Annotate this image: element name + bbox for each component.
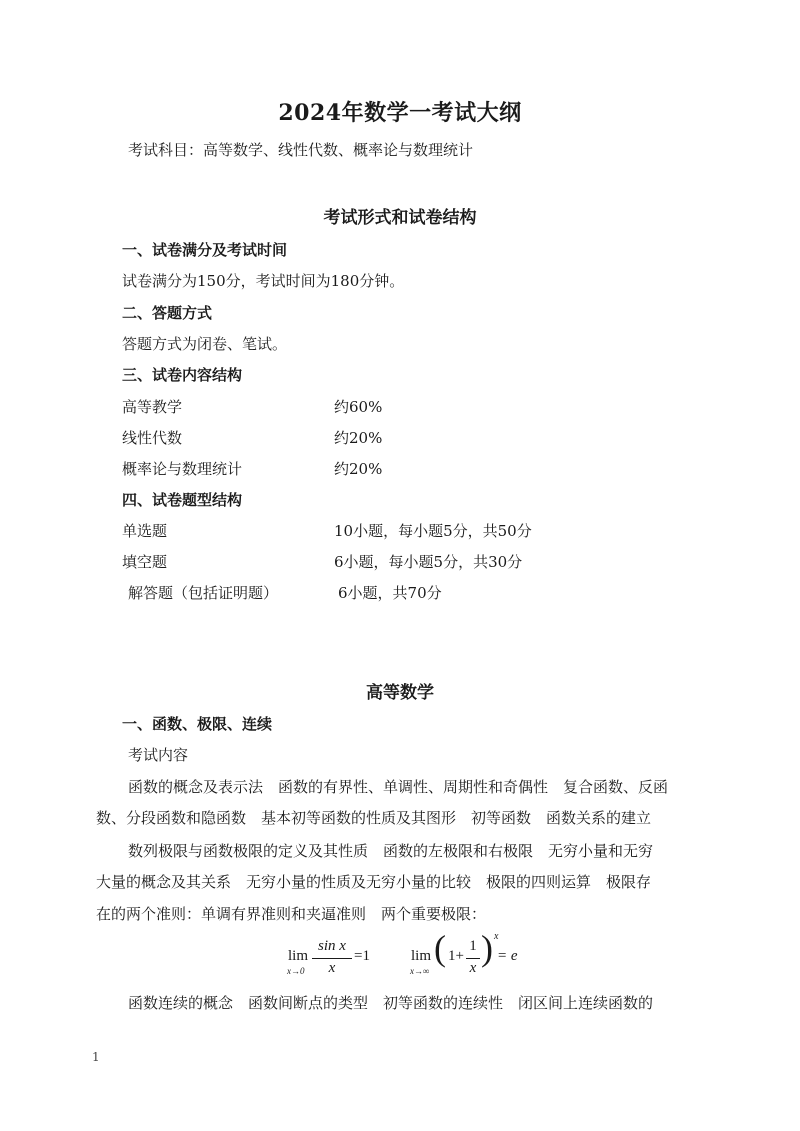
fraction-numerator: 1 — [469, 938, 477, 954]
fraction-denominator: x — [469, 960, 477, 976]
answer-method-text: 答题方式为闭卷、笔试。 — [122, 335, 288, 353]
page-number: 1 — [92, 1050, 100, 1064]
document-title: 2024年数学一考试大纲 — [278, 100, 522, 126]
fraction-numerator: sin x — [318, 938, 346, 954]
lim-operator: lim — [411, 948, 432, 964]
equals-one: =1 — [354, 948, 370, 964]
paragraph-line: 大量的概念及其关系 无穷小量的性质及无穷小量的比较 极限的四则运算 极限存 — [96, 873, 652, 891]
content-row-value: 约60% — [334, 398, 383, 416]
subheading-question-types: 四、试卷题型结构 — [122, 491, 243, 509]
lim-subscript: x→0 — [287, 966, 305, 976]
paragraph-line: 数列极限与函数极限的定义及其性质 函数的左极限和右极限 无穷小量和无穷 — [128, 842, 654, 860]
section-heading-math: 高等数学 — [366, 683, 434, 703]
content-row-value: 约20% — [334, 429, 383, 447]
paragraph-line: 函数的概念及表示法 函数的有界性、单调性、周期性和奇偶性 复合函数、反函 — [128, 778, 669, 796]
paragraph-line: 数、分段函数和隐函数 基本初等函数的性质及其图形 初等函数 函数关系的建立 — [96, 809, 652, 827]
paragraph-line: 在的两个准则：单调有界准则和夹逼准则 两个重要极限： — [96, 905, 487, 923]
score-time-text: 试卷满分为150分，考试时间为180分钟。 — [122, 272, 405, 290]
content-row-name: 高等教学 — [122, 398, 183, 416]
question-type-name: 解答题（包括证明题） — [128, 584, 279, 602]
subheading-functions-limits: 一、函数、极限、连续 — [122, 715, 273, 733]
paragraph-line: 函数连续的概念 函数间断点的类型 初等函数的连续性 闭区间上连续函数的 — [128, 994, 654, 1012]
fraction-bar — [312, 958, 352, 959]
exam-content-label: 考试内容 — [128, 746, 189, 764]
section-heading-structure: 考试形式和试卷结构 — [323, 208, 477, 228]
exam-subjects: 考试科目：高等数学、线性代数、概率论与数理统计 — [128, 141, 474, 159]
content-row-name: 概率论与数理统计 — [122, 460, 243, 478]
fraction-bar — [466, 958, 480, 959]
left-paren: ( — [434, 928, 446, 968]
question-type-value: 6小题，每小题5分，共30分 — [334, 553, 523, 571]
exponent: x — [494, 931, 499, 942]
question-type-value: 10小题，每小题5分，共50分 — [334, 522, 532, 540]
content-row-name: 线性代数 — [122, 429, 183, 447]
subheading-score-time: 一、试卷满分及考试时间 — [122, 241, 288, 259]
fraction-denominator: x — [328, 960, 336, 976]
lim-subscript: x→∞ — [410, 966, 430, 976]
subheading-content-structure: 三、试卷内容结构 — [122, 366, 243, 384]
question-type-value: 6小题，共70分 — [338, 584, 442, 602]
question-type-name: 单选题 — [122, 522, 168, 540]
equals-e: = e — [497, 948, 518, 964]
one-plus: 1+ — [448, 948, 464, 964]
right-paren: ) — [481, 928, 493, 968]
content-row-value: 约20% — [334, 460, 383, 478]
lim-operator: lim — [288, 948, 309, 964]
subheading-answer-method: 二、答题方式 — [122, 304, 213, 322]
question-type-name: 填空题 — [122, 553, 168, 571]
